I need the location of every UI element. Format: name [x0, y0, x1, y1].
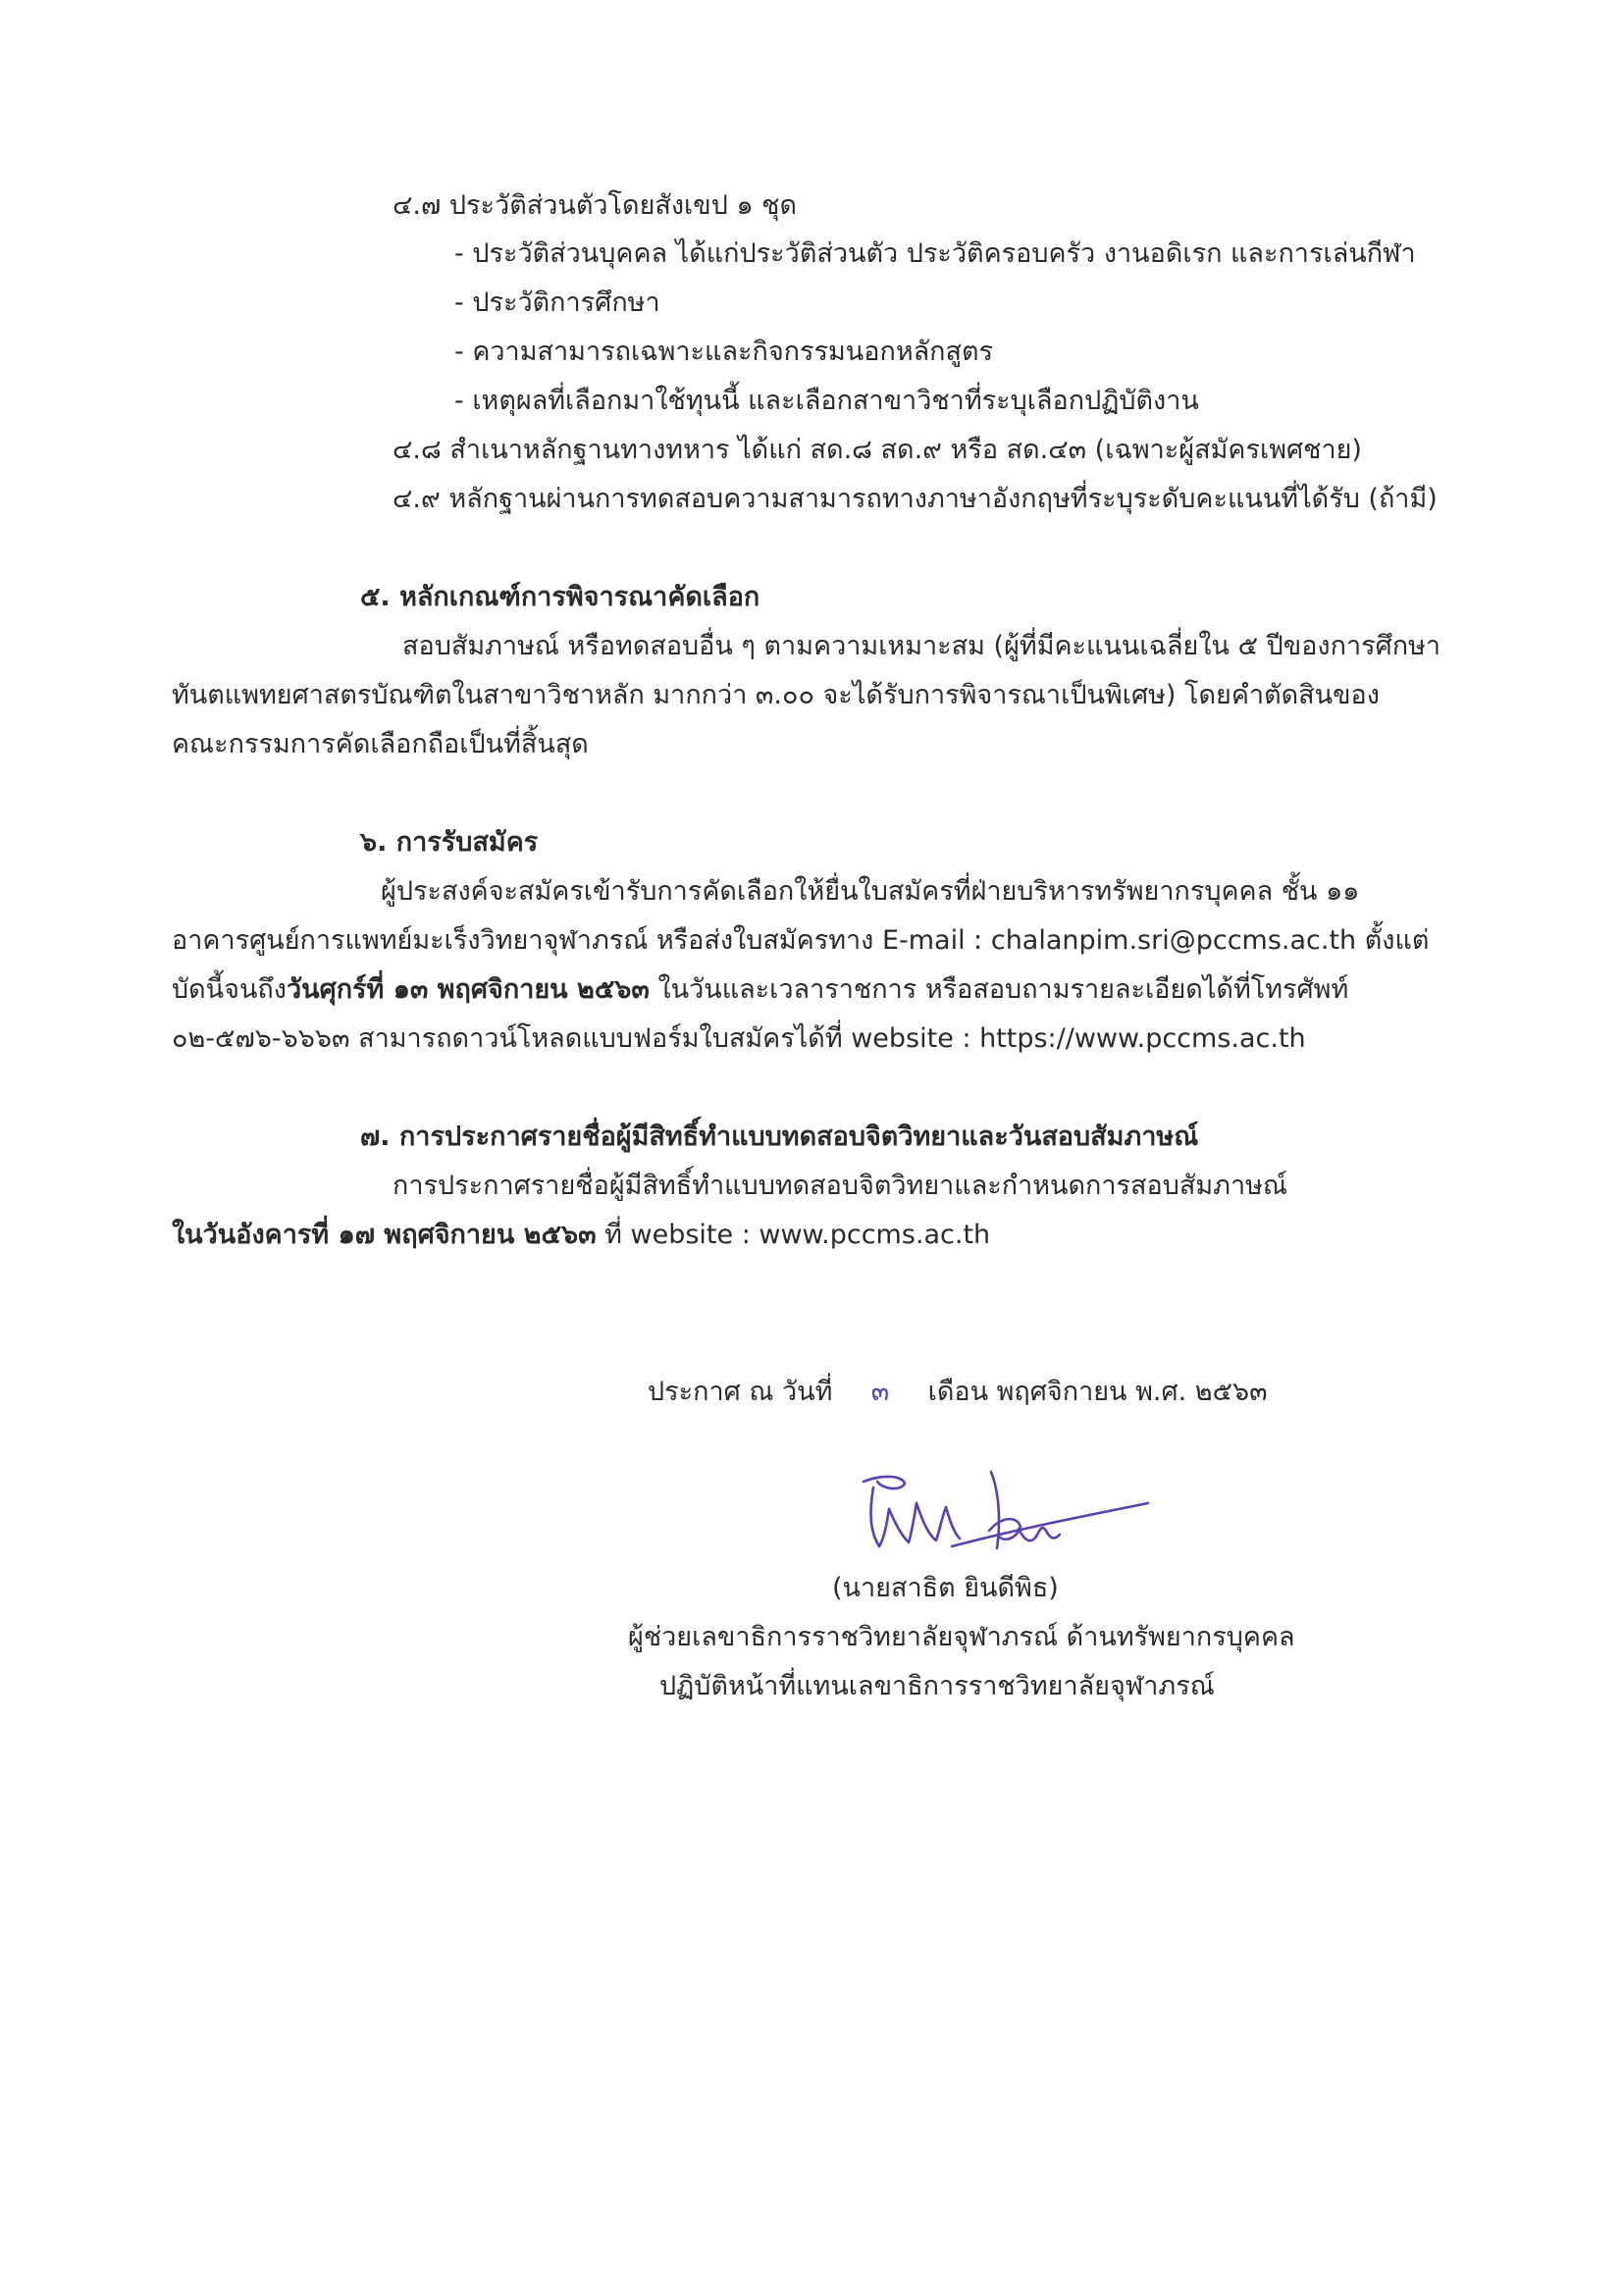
section-6-heading: ๖. การรับสมัคร: [360, 827, 539, 858]
section-7-line-1: การประกาศรายชื่อผู้มีสิทธิ์ทำแบบทดสอบจิตวิทยาและกำหนดการสอบสัมภาษณ์: [393, 1171, 1287, 1201]
announcement-day: ๓: [870, 1377, 890, 1407]
section-5-heading: ๕. หลักเกณฑ์การพิจารณาคัดเลือก: [360, 582, 760, 612]
section-6-line-3: [172, 976, 1348, 1003]
announcement-line: [648, 1379, 1268, 1405]
section-5-line-3: คณะกรรมการคัดเลือกถือเป็นที่สิ้นสุด: [172, 729, 589, 759]
section-7-line-2: [172, 1222, 990, 1248]
signature-image: [844, 1452, 1158, 1565]
item-4-9: ๔.๙ หลักฐานผ่านการทดสอบความสามารถทางภาษาอังกฤษที่ระบุระดับคะแนนที่ได้รับ (ถ้ามี): [393, 484, 1438, 514]
section-6-line-3-suffix: ในวันและเวลาราชการ หรือสอบถามรายละเอียดได้ที่โทรศัพท์: [649, 974, 1349, 1005]
section-7-line-2-suffix: ที่ website : www.pccms.ac.th: [596, 1220, 991, 1250]
signatory-title-1: ผู้ช่วยเลขาธิการราชวิทยาลัยจุฬาภรณ์ ด้านทรัพยากรบุคคล: [628, 1622, 1295, 1652]
item-4-7: ๔.๗ ประวัติส่วนตัวโดยสังเขป ๑ ชุด: [393, 190, 798, 221]
section-5-line-1: สอบสัมภาษณ์ หรือทดสอบอื่น ๆ ตามความเหมาะสม (ผู้ที่มีคะแนนเฉลี่ยใน ๕ ปีของการศึกษา: [402, 631, 1441, 661]
section-7-heading: ๗. การประกาศรายชื่อผู้มีสิทธิ์ทำแบบทดสอบจิตวิทยาและวันสอบสัมภาษณ์: [360, 1122, 1199, 1152]
announcement-date: ในวันอังคารที่ ๑๗ พฤศจิกายน ๒๕๖๓: [172, 1220, 597, 1250]
announcement-prefix: ประกาศ ณ วันที่: [648, 1377, 833, 1407]
section-6-line-3-prefix: บัดนี้จนถึง: [172, 974, 287, 1005]
signatory-title-2: ปฏิบัติหน้าที่แทนเลขาธิการราชวิทยาลัยจุฬาภรณ์: [659, 1671, 1215, 1701]
signatory-name: (นายสาธิต ยินดีพิธ): [832, 1573, 1059, 1603]
section-6-line-1: ผู้ประสงค์จะสมัครเข้ารับการคัดเลือกให้ยื่นใบสมัครที่ฝ่ายบริหารทรัพยากรบุคคล ชั้น ๑๑: [381, 876, 1360, 907]
section-6-line-4: ๐๒-๕๗๖-๖๖๖๓ สามารถดาวน์โหลดแบบฟอร์มใบสมัครได้ที่ website : https://www.pccms.ac.th: [172, 1023, 1306, 1054]
announcement-suffix: เดือน พฤศจิกายน พ.ศ. ๒๕๖๓: [927, 1377, 1268, 1407]
application-deadline: วันศุกร์ที่ ๑๓ พฤศจิกายน ๒๕๖๓: [286, 974, 650, 1005]
item-4-7-sub-4: - เหตุผลที่เลือกมาใช้ทุนนี้ และเลือกสาขาวิชาที่ระบุเลือกปฏิบัติงาน: [454, 386, 1199, 416]
item-4-8: ๔.๘ สำเนาหลักฐานทางทหาร ได้แก่ สด.๘ สด.๙ หรือ สด.๔๓ (เฉพาะผู้สมัครเพศชาย): [393, 435, 1362, 465]
item-4-7-sub-1: - ประวัติส่วนบุคคล ได้แก่ประวัติส่วนตัว ประวัติครอบครัว งานอดิเรก และการเล่นกีฬา: [454, 238, 1416, 269]
item-4-7-sub-3: - ความสามารถเฉพาะและกิจกรรมนอกหลักสูตร: [454, 337, 994, 367]
item-4-7-sub-2: - ประวัติการศึกษา: [454, 287, 660, 318]
section-5-line-2: ทันตแพทยศาสตรบัณฑิตในสาขาวิชาหลัก มากกว่า ๓.๐๐ จะได้รับการพิจารณาเป็นพิเศษ) โดยคำตัดสินของ: [172, 680, 1380, 710]
section-6-line-2: อาคารศูนย์การแพทย์มะเร็งวิทยาจุฬาภรณ์ หรือส่งใบสมัครทาง E-mail : chalanpim.sri@pccms.ac.th ตั้งแต่: [172, 925, 1430, 956]
